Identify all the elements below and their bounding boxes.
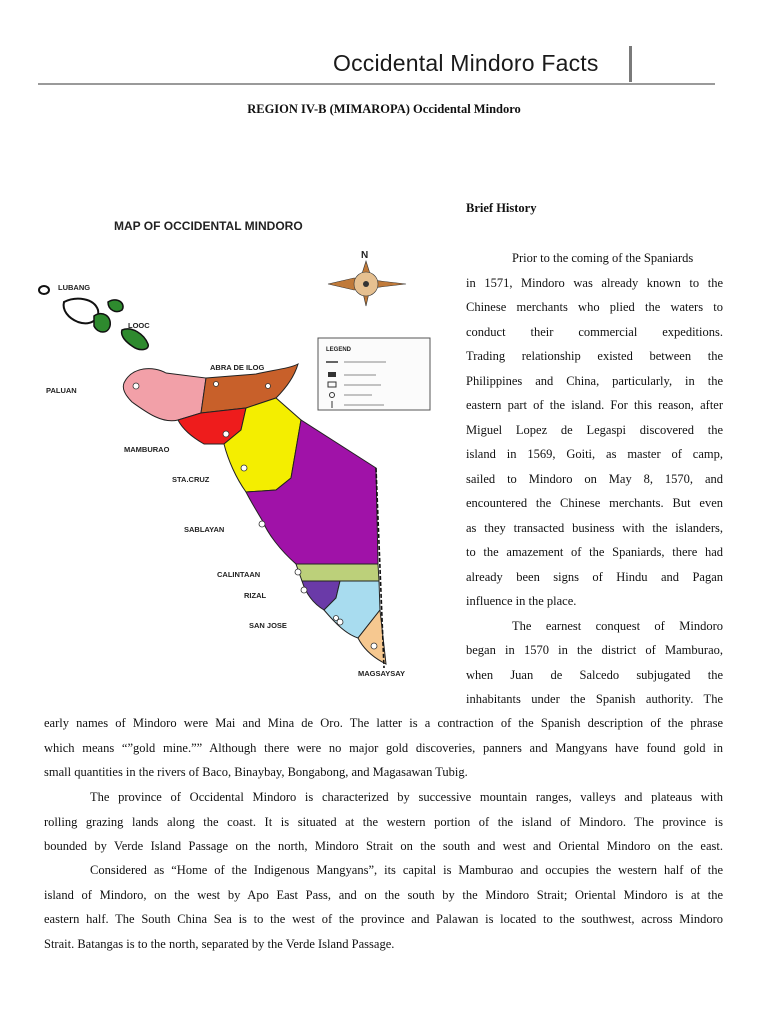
paragraph-mangyans: [44, 858, 723, 956]
compass-rose: [328, 250, 406, 306]
paragraph-geography: [44, 785, 723, 859]
calintaan-region: [296, 564, 379, 581]
region-subtitle: REGION IV-B (MIMAROPA) Occidental Mindoro: [247, 102, 521, 116]
label-magsaysay: MAGSAYSAY: [358, 669, 405, 678]
text-line: rolling grazing lands along the coast. It is situated at the western portion of the island of Mindoro. The province is: [44, 814, 723, 829]
north-label: N: [361, 250, 369, 261]
looc-region: [94, 314, 110, 332]
text-line: conduct their commercial expeditions.: [466, 324, 723, 339]
text-line: island of Mindoro, on the west by Apo East Pass, and on the south by the Mindoro Strait; Oriental Mindoro is at the: [44, 887, 723, 902]
occidental-mindoro-map: [36, 198, 446, 690]
text-line: Strait. Batangas is to the north, separated by the Verde Island Passage.: [44, 936, 395, 951]
text-line: Trading relationship existed between the: [466, 349, 723, 363]
paluan-region: [123, 369, 206, 421]
text-line: The earnest conquest of Mindoro: [512, 618, 723, 633]
label-mamburao: MAMBURAO: [124, 445, 170, 454]
text-line: to the amazement of the Spaniards, there had: [466, 545, 723, 559]
text-line: influence in the place.: [466, 594, 577, 608]
label-paluan: PALUAN: [46, 386, 77, 395]
label-looc: LOOC: [128, 321, 150, 330]
text-line: Prior to the coming of the Spaniards: [512, 251, 694, 265]
text-line: encountered the Chinese merchants. But even: [466, 496, 723, 510]
text-line: sailed to Mindoro on May 8, 1570, and: [466, 471, 723, 486]
label-san-jose: SAN JOSE: [249, 621, 287, 630]
header-vertical-bar: [629, 46, 632, 82]
text-line: Philippines and China, particularly, in the: [466, 373, 723, 388]
text-line: began in 1570 in the district of Mamburao,: [466, 643, 723, 657]
label-rizal: RIZAL: [244, 591, 267, 600]
label-sta-cruz: STA.CRUZ: [172, 475, 210, 484]
map-legend: [318, 338, 430, 410]
label-lubang: LUBANG: [58, 283, 91, 292]
text-line: which means “”gold mine.”” Although there were no major gold discoveries, panners and Mangyans have found gold in: [44, 740, 723, 755]
text-line: in 1571, Mindoro was already known to the: [466, 275, 723, 290]
history-continuation: [44, 711, 723, 785]
text-line: Miguel Lopez de Legaspi discovered the: [466, 422, 723, 437]
text-line: as they transacted business with the islanders,: [466, 520, 723, 535]
text-line: already been signs of Hindu and Pagan: [466, 569, 723, 584]
text-line: eastern part of the island. For this reason, after: [466, 398, 723, 412]
text-line: eastern half. The South China Sea is to the west of the province and Palawan is located to the southwest, across Mindoro: [44, 912, 723, 926]
label-abra-de-ilog: ABRA DE ILOG: [210, 363, 265, 372]
label-sablayan: SABLAYAN: [184, 525, 225, 534]
text-line: early names of Mindoro were Mai and Mina de Oro. The latter is a contraction of the Spanish description of the phrase: [44, 716, 723, 730]
header-rule: [38, 83, 715, 85]
document-title: Occidental Mindoro Facts: [333, 50, 599, 76]
text-line: Chinese merchants who plied the waters to: [466, 300, 723, 314]
text-line: island in 1569, Goiti, as master of camp,: [466, 447, 723, 461]
text-line: bounded by Verde Island Passage on the north, Mindoro Strait on the south and west and Oriental Mindoro on the east.: [44, 839, 723, 853]
text-line: Considered as “Home of the Indigenous Mangyans”, its capital is Mamburao and occupies the western half of the: [90, 863, 723, 877]
history-column: [466, 246, 723, 712]
text-line: The province of Occidental Mindoro is characterized by successive mountain ranges, valleys and plateaus with: [90, 790, 723, 804]
text-line: inhabitants under the Spanish authority. The: [466, 692, 723, 706]
legend-heading: LEGEND: [326, 347, 352, 353]
text-line: small quantities in the rivers of Baco, Binaybay, Bongabong, and Magasawan Tubig.: [44, 765, 468, 779]
text-line: when Juan de Salcedo subjugated the: [466, 667, 723, 682]
lubang-island: [39, 286, 148, 350]
map-title: MAP OF OCCIDENTAL MINDORO: [114, 219, 303, 233]
label-calintaan: CALINTAAN: [217, 570, 261, 579]
brief-history-heading: Brief History: [466, 201, 537, 215]
